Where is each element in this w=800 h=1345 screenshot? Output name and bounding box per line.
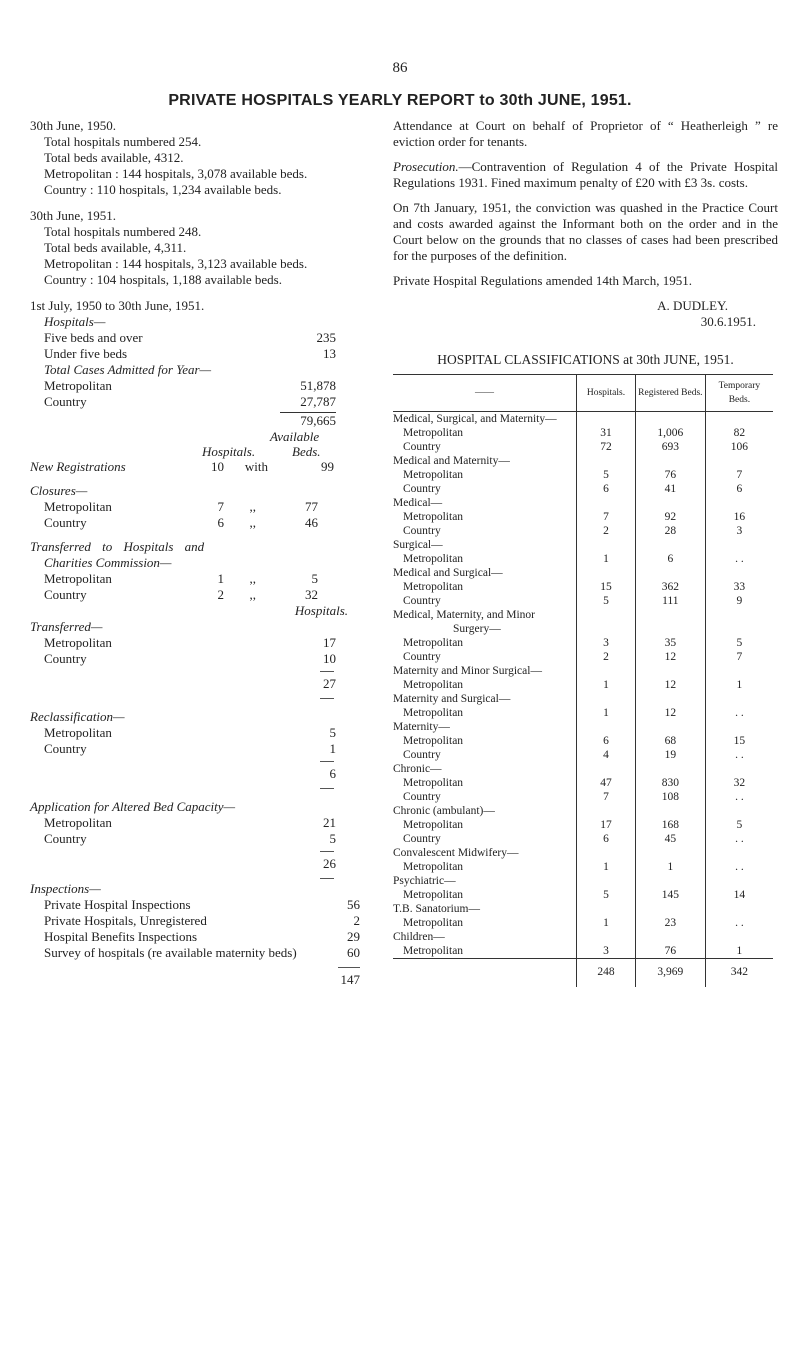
row-value: 5 xyxy=(576,468,635,482)
attendance-paragraph: Attendance at Court on behalf of Proprietor of “ Heatherleigh ” re eviction order for tenants. xyxy=(393,118,778,149)
row-label: Metropolitan xyxy=(403,511,464,523)
row-label: Country xyxy=(403,749,441,761)
row-value xyxy=(635,454,705,468)
table-row xyxy=(393,930,773,944)
row-value: 3 xyxy=(576,944,635,959)
rc-country-row: Country 1 xyxy=(44,741,336,756)
transferred-head: Transferred— xyxy=(30,619,103,634)
row-value: . . xyxy=(705,790,773,804)
row-value xyxy=(705,412,773,427)
reclass-head: Reclassification— xyxy=(30,709,125,724)
row-value xyxy=(705,804,773,818)
table-row xyxy=(393,692,773,706)
total-row xyxy=(393,959,773,988)
row-value: 16 xyxy=(705,510,773,524)
insp-row: Private Hospital Inspections 56 xyxy=(44,897,360,912)
row-value xyxy=(635,622,705,636)
row-value xyxy=(576,846,635,860)
total-value: 342 xyxy=(705,959,773,988)
row-value: . . xyxy=(705,552,773,566)
row-value xyxy=(576,622,635,636)
row-value xyxy=(635,804,705,818)
row-value xyxy=(635,692,705,706)
row-value: 72 xyxy=(576,440,635,454)
conviction-paragraph: On 7th January, 1951, the conviction was quashed in the Practice Court and costs awarded against the Informant both on the order and in the Court below on the grounds that no classes of cases had been prescribed for the purposes of the definition. xyxy=(393,200,778,263)
cases-country-row: Country 27,787 xyxy=(44,394,336,409)
left-column xyxy=(30,118,370,988)
row-label: Metropolitan xyxy=(403,777,464,789)
y1950-head: 30th June, 1950. xyxy=(30,118,116,133)
row-value: 12 xyxy=(635,650,705,664)
new-registrations-row: New Registrations 10 with 99 xyxy=(30,459,334,474)
y1951-line: Country : 104 hospitals, 1,188 available beds. xyxy=(44,272,282,287)
row-value: 28 xyxy=(635,524,705,538)
table-row xyxy=(393,454,773,468)
table-row xyxy=(393,566,773,580)
table-row xyxy=(393,832,773,846)
table-row xyxy=(393,412,773,427)
row-label: Surgical— xyxy=(393,539,443,551)
row-value: 111 xyxy=(635,594,705,608)
row-label: Metropolitan xyxy=(403,553,464,565)
row-value: 76 xyxy=(635,944,705,959)
table-row xyxy=(393,888,773,902)
table-row xyxy=(393,524,773,538)
y1951-line: Total beds available, 4,311. xyxy=(44,240,187,255)
y1950-line: Country : 110 hospitals, 1,234 available beds. xyxy=(44,182,282,197)
y1950-line: Metropolitan : 144 hospitals, 3,078 available beds. xyxy=(44,166,308,181)
row-value: 6 xyxy=(576,832,635,846)
row-value: 1 xyxy=(576,678,635,692)
page-number: 86 xyxy=(392,60,408,76)
table-row xyxy=(393,482,773,496)
period-head: 1st July, 1950 to 30th June, 1951. xyxy=(30,298,205,313)
rc-total: 6 xyxy=(329,766,336,781)
row-value: 33 xyxy=(705,580,773,594)
row-value xyxy=(705,622,773,636)
y1950-line: Total hospitals numbered 254. xyxy=(44,134,202,149)
row-value xyxy=(576,538,635,552)
row-label: Metropolitan xyxy=(403,889,464,901)
row-value: 15 xyxy=(576,580,635,594)
row-value: 7 xyxy=(705,650,773,664)
row-value: . . xyxy=(705,860,773,874)
row-value: 6 xyxy=(576,734,635,748)
row-label: Medical, Maternity, and Minor xyxy=(393,609,536,621)
row-label: Chronic— xyxy=(393,763,442,775)
closures-country-row: Country 6 ,, 46 xyxy=(44,515,318,530)
table-row xyxy=(393,790,773,804)
under-five-row: Under five beds 13 xyxy=(44,346,336,361)
row-value: 14 xyxy=(705,888,773,902)
row-value: 19 xyxy=(635,748,705,762)
row-value xyxy=(635,496,705,510)
row-value: 5 xyxy=(705,636,773,650)
insp-row: Survey of hospitals (re available maternity beds) 60 xyxy=(44,945,360,960)
row-value: 1,006 xyxy=(635,426,705,440)
row-value: 1 xyxy=(705,678,773,692)
row-label: Metropolitan xyxy=(403,427,464,439)
table-row xyxy=(393,874,773,888)
cases-metro-row: Metropolitan 51,878 xyxy=(44,378,336,393)
hospitals-head: Hospitals— xyxy=(44,314,106,329)
row-label: Metropolitan xyxy=(403,469,464,481)
row-value xyxy=(576,496,635,510)
row-value xyxy=(635,538,705,552)
row-label: Maternity and Surgical— xyxy=(393,693,511,705)
table-row xyxy=(393,804,773,818)
row-value: 693 xyxy=(635,440,705,454)
table-row xyxy=(393,776,773,790)
signature-date: 30.6.1951. xyxy=(700,314,756,329)
row-label: Maternity— xyxy=(393,721,450,733)
table-row xyxy=(393,496,773,510)
cases-total: 79,665 xyxy=(300,413,336,428)
table-row xyxy=(393,734,773,748)
table-row xyxy=(393,552,773,566)
row-value xyxy=(705,496,773,510)
five-beds-row: Five beds and over 235 xyxy=(44,330,336,345)
insp-row: Private Hospitals, Unregistered 2 xyxy=(44,913,360,928)
row-value xyxy=(705,454,773,468)
row-value xyxy=(705,720,773,734)
divider xyxy=(320,878,334,879)
row-value: 7 xyxy=(576,790,635,804)
row-value xyxy=(635,874,705,888)
col-header: Registered Beds. xyxy=(635,375,705,412)
closures-metro-row: Metropolitan 7 ,, 77 xyxy=(44,499,318,514)
row-value xyxy=(705,566,773,580)
table-row xyxy=(393,510,773,524)
table-row xyxy=(393,678,773,692)
row-value: 6 xyxy=(576,482,635,496)
row-value: 45 xyxy=(635,832,705,846)
row-value: 41 xyxy=(635,482,705,496)
row-value xyxy=(576,692,635,706)
row-value: 1 xyxy=(576,916,635,930)
row-label: Medical— xyxy=(393,497,443,509)
row-label: Metropolitan xyxy=(403,945,464,957)
table-row xyxy=(393,762,773,776)
classification-body xyxy=(393,412,773,988)
table-row xyxy=(393,664,773,678)
row-value: 830 xyxy=(635,776,705,790)
row-value: 3 xyxy=(705,524,773,538)
table-row xyxy=(393,720,773,734)
row-label: Country xyxy=(403,595,441,607)
row-value: 1 xyxy=(576,552,635,566)
tr-metro-row: Metropolitan 17 xyxy=(44,635,336,650)
col-header: —— xyxy=(393,375,576,412)
row-value xyxy=(705,930,773,944)
row-label: Medical and Surgical— xyxy=(393,567,503,579)
row-label: Country xyxy=(403,441,441,453)
divider xyxy=(320,761,334,762)
row-value xyxy=(635,930,705,944)
row-value: . . xyxy=(705,832,773,846)
row-value: 2 xyxy=(576,524,635,538)
row-value: 35 xyxy=(635,636,705,650)
row-value xyxy=(705,902,773,916)
row-value: 108 xyxy=(635,790,705,804)
divider xyxy=(320,671,334,672)
total-value: 3,969 xyxy=(635,959,705,988)
row-value xyxy=(576,412,635,427)
table-row xyxy=(393,622,773,636)
total-value xyxy=(393,959,576,988)
insp-head: Inspections— xyxy=(30,881,101,896)
insp-row: Hospital Benefits Inspections 29 xyxy=(44,929,360,944)
row-value xyxy=(705,762,773,776)
row-value: 31 xyxy=(576,426,635,440)
table-row xyxy=(393,916,773,930)
signature-name: A. DUDLEY. xyxy=(657,298,728,313)
transferred-charities-head: Transferred to Hospitals and xyxy=(30,539,205,554)
app-metro-row: Metropolitan 21 xyxy=(44,815,336,830)
row-label: Country xyxy=(403,483,441,495)
table-row xyxy=(393,846,773,860)
row-value xyxy=(635,902,705,916)
row-label: Country xyxy=(403,525,441,537)
table-row xyxy=(393,636,773,650)
row-value: 2 xyxy=(576,650,635,664)
row-value: 9 xyxy=(705,594,773,608)
row-value xyxy=(576,608,635,622)
y1951-head: 30th June, 1951. xyxy=(30,208,116,223)
hospitals-col2: Hospitals. xyxy=(294,603,348,618)
divider xyxy=(320,788,334,789)
row-value xyxy=(576,930,635,944)
row-value xyxy=(576,566,635,580)
row-value: 362 xyxy=(635,580,705,594)
page-title: PRIVATE HOSPITALS YEARLY REPORT to 30th JUNE, 1951. xyxy=(168,92,632,109)
row-value xyxy=(635,566,705,580)
y1951-line: Total hospitals numbered 248. xyxy=(44,224,202,239)
row-label: Medical, Surgical, and Maternity— xyxy=(393,413,557,425)
col-header: Temporary Beds. xyxy=(705,375,773,412)
y1951-line: Metropolitan : 144 hospitals, 3,123 available beds. xyxy=(44,256,308,271)
row-value: 12 xyxy=(635,678,705,692)
row-label: Chronic (ambulant)— xyxy=(393,805,495,817)
row-value: 5 xyxy=(576,888,635,902)
table-row xyxy=(393,650,773,664)
row-value: 3 xyxy=(576,636,635,650)
y1950-line: Total beds available, 4312. xyxy=(44,150,184,165)
prosecution-paragraph: Prosecution.—Contravention of Regulation 4 of the Private Hospital Regulations 1931. Fined maximum penalty of £20 with £3 3s. costs. xyxy=(393,159,778,190)
amendment-paragraph: Private Hospital Regulations amended 14th March, 1951. xyxy=(393,273,692,288)
row-value xyxy=(576,664,635,678)
tc-metro-row: Metropolitan 1 ,, 5 xyxy=(44,571,318,586)
row-label: Country xyxy=(403,833,441,845)
row-label: Maternity and Minor Surgical— xyxy=(393,665,542,677)
app-head: Application for Altered Bed Capacity— xyxy=(30,799,236,814)
row-label: Metropolitan xyxy=(403,707,464,719)
tr-country-row: Country 10 xyxy=(44,651,336,666)
row-value: 12 xyxy=(635,706,705,720)
row-value: 7 xyxy=(705,468,773,482)
row-value: 7 xyxy=(576,510,635,524)
row-value xyxy=(635,846,705,860)
row-label: Metropolitan xyxy=(403,917,464,929)
row-value: 1 xyxy=(576,860,635,874)
closures-head: Closures— xyxy=(30,483,88,498)
row-value: 106 xyxy=(705,440,773,454)
row-value: 5 xyxy=(576,594,635,608)
row-value: 47 xyxy=(576,776,635,790)
row-label: Country xyxy=(403,791,441,803)
row-value xyxy=(705,608,773,622)
table-row xyxy=(393,426,773,440)
row-value: . . xyxy=(705,748,773,762)
row-value xyxy=(635,720,705,734)
classification-title: HOSPITAL CLASSIFICATIONS at 30th JUNE, 1951. xyxy=(437,352,734,367)
row-value xyxy=(635,664,705,678)
table-row xyxy=(393,594,773,608)
hospitals-beds-header: Available Hospitals. Beds. xyxy=(202,429,321,459)
row-value xyxy=(576,902,635,916)
row-value: 6 xyxy=(635,552,705,566)
row-value xyxy=(635,608,705,622)
row-label: Metropolitan xyxy=(403,679,464,691)
table-row xyxy=(393,580,773,594)
table-row xyxy=(393,902,773,916)
table-row xyxy=(393,860,773,874)
row-value: 168 xyxy=(635,818,705,832)
row-label: Children— xyxy=(393,931,445,943)
row-value: 1 xyxy=(635,860,705,874)
row-label: Metropolitan xyxy=(403,861,464,873)
table-row xyxy=(393,818,773,832)
row-label: Medical and Maternity— xyxy=(393,455,510,467)
row-value xyxy=(705,874,773,888)
tc-country-row: Country 2 ,, 32 xyxy=(44,587,318,602)
tr-total: 27 xyxy=(323,676,336,691)
divider xyxy=(320,851,334,852)
row-value xyxy=(576,874,635,888)
row-value xyxy=(635,762,705,776)
row-label: Psychiatric— xyxy=(393,875,456,887)
classification-table xyxy=(393,374,773,987)
row-value: 15 xyxy=(705,734,773,748)
rc-metro-row: Metropolitan 5 xyxy=(44,725,336,740)
row-value: 1 xyxy=(705,944,773,959)
row-value xyxy=(705,692,773,706)
total-value: 248 xyxy=(576,959,635,988)
row-label: Metropolitan xyxy=(403,581,464,593)
row-value: 32 xyxy=(705,776,773,790)
table-row xyxy=(393,706,773,720)
row-value: 5 xyxy=(705,818,773,832)
row-label: Country xyxy=(403,651,441,663)
cases-head: Total Cases Admitted for Year— xyxy=(44,362,212,377)
row-value: 145 xyxy=(635,888,705,902)
row-label: Convalescent Midwifery— xyxy=(393,847,519,859)
row-value xyxy=(576,454,635,468)
row-value xyxy=(705,538,773,552)
insp-total: 147 xyxy=(340,972,360,987)
row-value: 92 xyxy=(635,510,705,524)
row-label: Metropolitan xyxy=(403,637,464,649)
right-column xyxy=(393,118,778,987)
row-value: 17 xyxy=(576,818,635,832)
table-row xyxy=(393,748,773,762)
row-value xyxy=(576,720,635,734)
row-value xyxy=(705,846,773,860)
table-row xyxy=(393,468,773,482)
row-label: T.B. Sanatorium— xyxy=(393,903,480,915)
divider xyxy=(320,698,334,699)
row-label: Surgery— xyxy=(453,623,501,635)
table-row xyxy=(393,944,773,959)
row-value: 82 xyxy=(705,426,773,440)
row-value: 76 xyxy=(635,468,705,482)
table-row xyxy=(393,440,773,454)
row-label: Metropolitan xyxy=(403,735,464,747)
row-value: 4 xyxy=(576,748,635,762)
divider xyxy=(338,967,360,968)
row-value: 23 xyxy=(635,916,705,930)
row-value xyxy=(635,412,705,427)
row-value: . . xyxy=(705,916,773,930)
row-value xyxy=(705,664,773,678)
table-row xyxy=(393,608,773,622)
row-value: 1 xyxy=(576,706,635,720)
row-value xyxy=(576,804,635,818)
app-total: 26 xyxy=(323,856,336,871)
row-value: 6 xyxy=(705,482,773,496)
transferred-charities-head2: Charities Commission— xyxy=(44,555,172,570)
app-country-row: Country 5 xyxy=(44,831,336,846)
row-label: Metropolitan xyxy=(403,819,464,831)
row-value xyxy=(576,762,635,776)
row-value: 68 xyxy=(635,734,705,748)
table-row xyxy=(393,538,773,552)
col-header: Hospitals. xyxy=(576,375,635,412)
row-value: . . xyxy=(705,706,773,720)
